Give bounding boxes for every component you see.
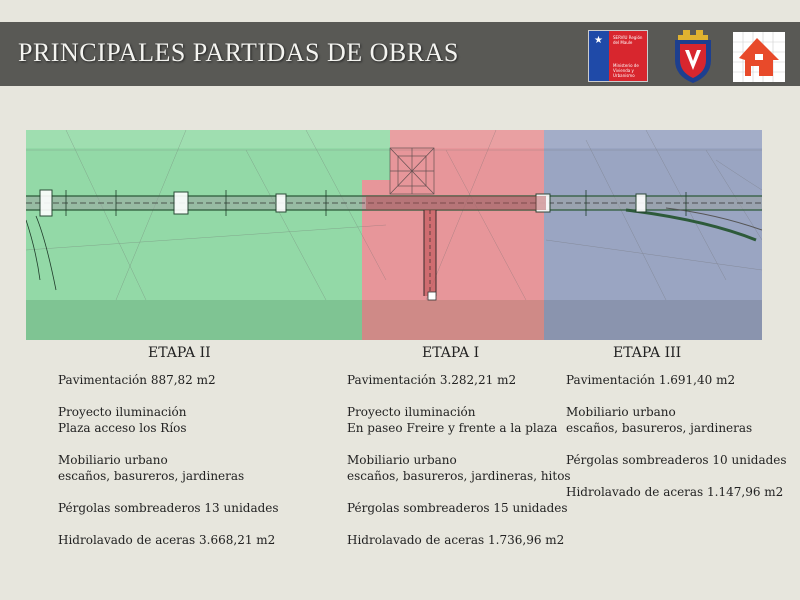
etapa-3-items: [566, 372, 787, 516]
paseo-freire: [424, 210, 436, 300]
title-bar: [0, 22, 800, 86]
list-item: Mobiliario urbano escaños, basureros, jardineras, hitos: [347, 453, 571, 483]
zone-etapa-2: [26, 130, 390, 300]
list-item: Pérgolas sombreaderos 15 unidades: [347, 501, 568, 515]
zone-etapa-3-lower: [544, 300, 762, 340]
site-plan-map: [26, 130, 762, 340]
etapa-1-items: [347, 372, 571, 564]
list-item: Proyecto iluminación En paseo Freire y frente a la plaza: [347, 405, 558, 435]
house-grid-logo: [733, 32, 785, 82]
etapa-3-label: ETAPA III: [613, 345, 682, 361]
plaza: [390, 148, 434, 194]
etapa-1-label: ETAPA I: [422, 345, 480, 361]
list-item: Mobiliario urbano escaños, basureros, jardineras: [566, 405, 753, 435]
page-title: PRINCIPALES PARTIDAS DE OBRAS: [18, 38, 459, 67]
list-item: Hidrolavado de aceras 3.668,21 m2: [58, 533, 276, 547]
list-item: Hidrolavado de aceras 1.147,96 m2: [566, 485, 784, 499]
municipal-crest-logo: [672, 30, 714, 80]
zone-etapa-1: [390, 130, 544, 300]
serviu-logo: ★ SERVIU Región del Maule Ministerio de Vivienda y Urbanismo: [588, 30, 648, 82]
list-item: Pérgolas sombreaderos 13 unidades: [58, 501, 279, 515]
list-item: Pavimentación 887,82 m2: [58, 373, 216, 387]
zone-etapa-2-lower: [26, 300, 362, 340]
list-item: Proyecto iluminación Plaza acceso los Ríos: [58, 405, 187, 435]
etapa-2-items: [58, 372, 279, 564]
etapa-2-label: ETAPA II: [148, 345, 211, 361]
list-item: Pérgolas sombreaderos 10 unidades: [566, 453, 787, 467]
list-item: Hidrolavado de aceras 1.736,96 m2: [347, 533, 565, 547]
list-item: Pavimentación 3.282,21 m2: [347, 373, 517, 387]
zone-etapa-1-lower: [362, 300, 544, 340]
list-item: Pavimentación 1.691,40 m2: [566, 373, 736, 387]
list-item: Mobiliario urbano escaños, basureros, jardineras: [58, 453, 245, 483]
star-icon: ★: [594, 35, 603, 46]
